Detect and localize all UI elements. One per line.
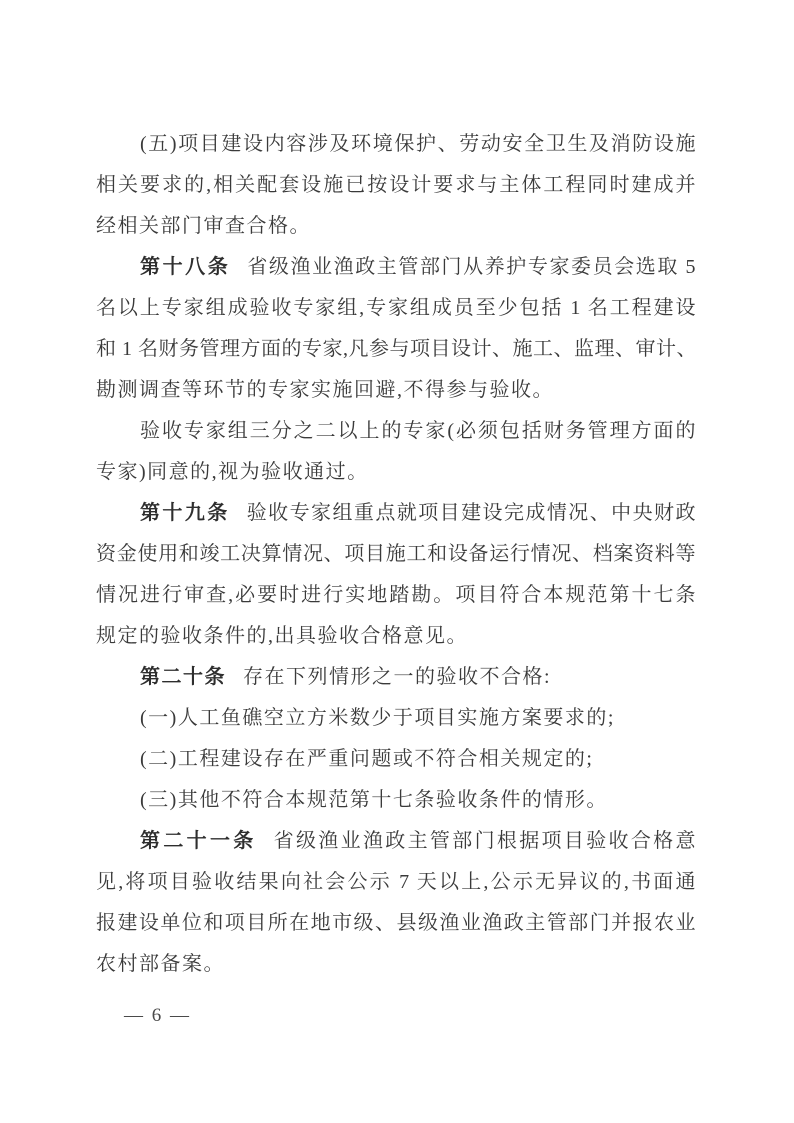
article-number: 第十九条 bbox=[140, 502, 230, 524]
paragraph-2-line-2: 名以上专家组成验收专家组,专家组成员至少包括 1 名工程建设 bbox=[96, 297, 696, 319]
paragraph-4-line-2: 资金使用和竣工决算情况、项目施工和设备运行情况、档案资料等 bbox=[96, 543, 696, 565]
paragraph-1-line-3: 经相关部门审查合格。 bbox=[96, 215, 311, 237]
paragraph-7-line-1: (二)工程建设存在严重问题或不符合相关规定的; bbox=[140, 748, 594, 770]
paragraph-3-line-2: 专家)同意的,视为验收通过。 bbox=[96, 461, 369, 483]
paragraph-9-line-4: 农村部备案。 bbox=[96, 953, 225, 975]
paragraph-2-line-3: 和 1 名财务管理方面的专家,凡参与项目设计、施工、监理、审计、 bbox=[96, 338, 697, 360]
paragraph-2-line-4: 勘测调查等环节的专家实施回避,不得参与验收。 bbox=[96, 379, 554, 401]
paragraph-5-line-1: 第二十条 存在下列情形之一的验收不合格: bbox=[140, 666, 552, 688]
paragraph-6-line-1: (一)人工鱼礁空立方米数少于项目实施方案要求的; bbox=[140, 707, 615, 729]
paragraph-3-line-1: 验收专家组三分之二以上的专家(必须包括财务管理方面的 bbox=[140, 420, 696, 442]
paragraph-9-line-2: 见,将项目验收结果向社会公示 7 天以上,公示无异议的,书面通 bbox=[96, 871, 696, 893]
paragraph-9-line-3: 报建设单位和项目所在地市级、县级渔业渔政主管部门并报农业 bbox=[96, 912, 696, 934]
paragraph-9-line-1: 第二十一条 省级渔业渔政主管部门根据项目验收合格意 bbox=[140, 830, 697, 852]
paragraph-8-line-1: (三)其他不符合本规范第十七条验收条件的情形。 bbox=[140, 789, 608, 811]
paragraph-1-line-2: 相关要求的,相关配套设施已按设计要求与主体工程同时建成并 bbox=[96, 174, 696, 196]
article-number: 第十八条 bbox=[140, 256, 231, 278]
paragraph-1-line-1: (五)项目建设内容涉及环境保护、劳动安全卫生及消防设施 bbox=[140, 133, 696, 155]
paragraph-2-line-1: 第十八条 省级渔业渔政主管部门从养护专家委员会选取 5 bbox=[140, 256, 697, 278]
page-number: — 6 — bbox=[124, 1005, 191, 1026]
paragraph-4-line-1: 第十九条 验收专家组重点就项目建设完成情况、中央财政 bbox=[140, 502, 696, 524]
article-number: 第二十条 bbox=[140, 666, 226, 688]
article-number: 第二十一条 bbox=[140, 830, 257, 852]
paragraph-4-line-4: 规定的验收条件的,出具验收合格意见。 bbox=[96, 625, 468, 647]
document-body bbox=[96, 124, 696, 985]
page-footer bbox=[124, 1003, 191, 1029]
paragraph-4-line-3: 情况进行审查,必要时进行实地踏勘。项目符合本规范第十七条 bbox=[96, 584, 696, 606]
